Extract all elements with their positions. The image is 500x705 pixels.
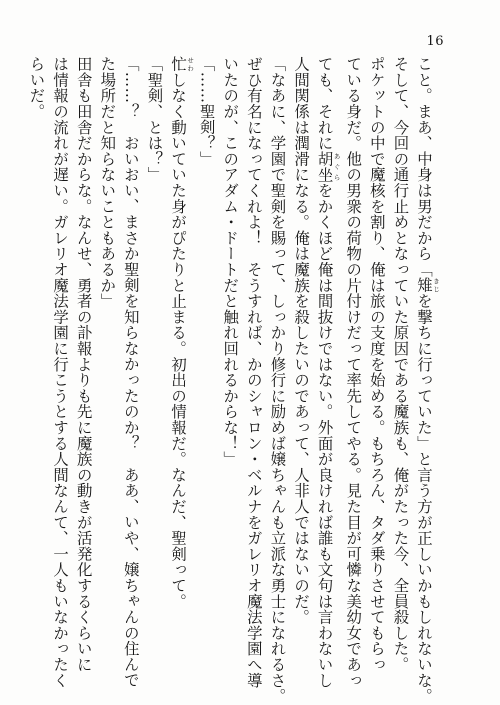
text-line: こと。まあ、中身は男だから「雉 きじを撃ちに行っていた」と言う方が正しいかもしれないな。 — [415, 56, 440, 704]
text-line: らいだ。 — [27, 56, 46, 120]
ruby-annotation: 胡坐 あぐら — [315, 150, 341, 183]
dialogue-line: いたのが、このアダム・ドートだと触れ回れるからな！」 — [221, 56, 240, 467]
vertical-text-body — [27, 56, 440, 704]
page-number: 16 — [426, 34, 444, 49]
text-line: ポケットの中で魔核を割り、俺は旅の支度を始める。もちろん、タダ乗りさせてもらっ — [367, 56, 386, 673]
ruby-annotation: 忙 せわ — [169, 56, 195, 72]
text-line: ても、それに胡坐 あぐらをかくほど俺は間抜けではない。外面が良ければ誰も文句は言わないし — [315, 56, 341, 689]
text-line: ている身だ。他の男衆の荷物の片付けだって率先してやる。見た目が可憐な美幼女であっ — [344, 56, 363, 688]
text-line: そして、今回の通行止めとなっていた原因である魔族も、俺がたった今、全員殺した。 — [391, 56, 410, 673]
text-line: 田舎も田舎だからな。なんせ、勇者の訃報よりも先に魔族の動きが活発化するくらいに — [74, 56, 93, 673]
dialogue-line: 「……聖剣？」 — [197, 56, 216, 167]
dialogue-line: ぜひ有名になってくれよ！ そうすれば、かのシャロン・ベルナをガレリオ魔法学園へ導 — [244, 56, 263, 688]
text-line: は情報の流れが遅い。ガレリオ魔法学園に行こうとする人間なんて、一人もいなかったく — [51, 56, 70, 688]
dialogue-line: た場所だと知らないこともあるか」 — [98, 56, 117, 309]
dialogue-line: 「なあに、学園で聖剣を賜って、しっかり修行に励めば嬢ちゃんも立派な勇士になれるさ。 — [268, 56, 287, 704]
text-line: 人間関係は潤滑になる。俺は魔族を殺したいのであって、人非人ではないのだ。 — [292, 56, 311, 625]
ruby-annotation: 雉 きじ — [415, 277, 440, 294]
dialogue-line: 「聖剣、とは？」 — [145, 56, 164, 183]
text-line: 忙 せわしなく動いていた身がぴたりと止まる。初出の情報だ。なんだ、聖剣って。 — [169, 56, 195, 610]
dialogue-line: 「……？ おいおい、まさか聖剣を知らなかったのか？ ああ、いや、嬢ちゃんの住んで — [121, 56, 140, 688]
